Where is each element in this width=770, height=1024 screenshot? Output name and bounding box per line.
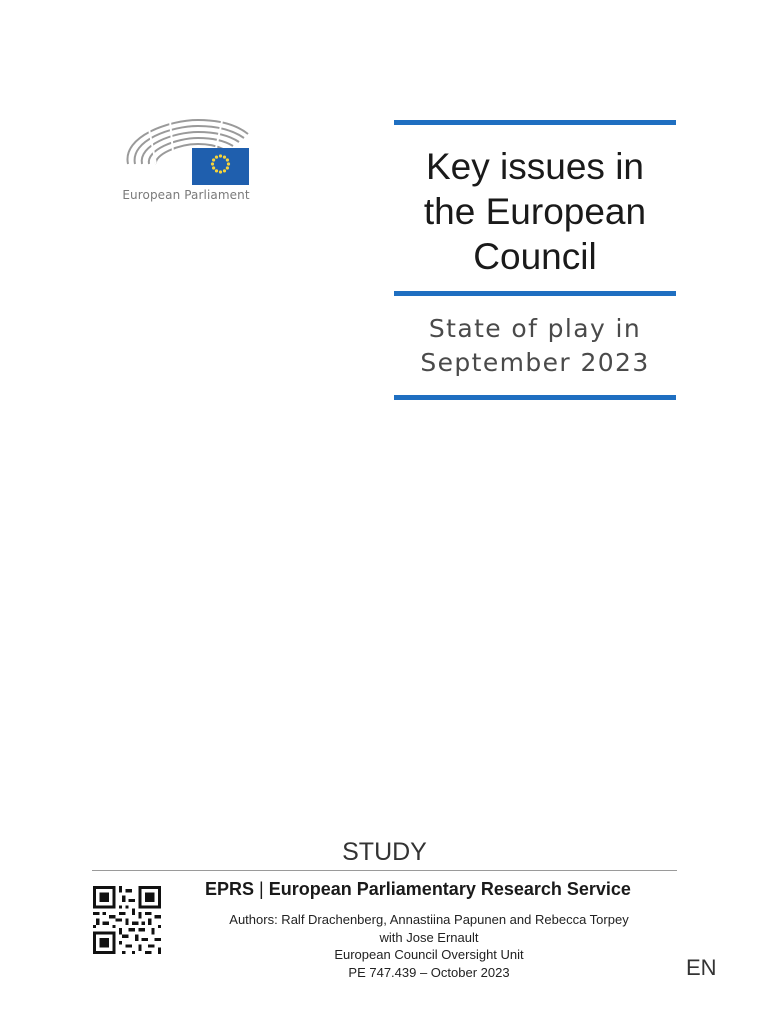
contributor: with Jose Ernault (379, 929, 479, 945)
document-title (394, 144, 676, 279)
european-parliament-logo (118, 118, 254, 210)
service-separator: | (259, 879, 264, 899)
subtitle-line: September 2023 (420, 348, 650, 377)
unit: European Council Oversight Unit (334, 947, 524, 962)
language-code: EN (686, 955, 717, 980)
qr-code-icon (93, 886, 161, 954)
subtitle-line: State of play in (428, 314, 642, 343)
logo-caption: European Parliament (122, 188, 250, 202)
service-name (205, 879, 655, 900)
document-type: STUDY (342, 838, 427, 866)
service-full-name: European Parliamentary Research Service (268, 879, 631, 899)
title-line: Key issues in (426, 146, 644, 187)
reference: PE 747.439 – October 2023 (348, 964, 510, 980)
title-line: Council (473, 236, 597, 277)
title-top-rule (394, 120, 676, 125)
document-subtitle (394, 312, 676, 380)
hemicycle-flag-icon (118, 118, 254, 188)
title-bottom-rule (394, 291, 676, 296)
document-metadata (200, 911, 658, 981)
authors: Authors: Ralf Drachenberg, Annastiina Papunen and Rebecca Torpey (229, 912, 629, 927)
footer-divider (92, 870, 677, 871)
service-abbrev: EPRS (205, 879, 255, 899)
title-line: the European (423, 191, 647, 232)
subtitle-bottom-rule (394, 395, 676, 400)
